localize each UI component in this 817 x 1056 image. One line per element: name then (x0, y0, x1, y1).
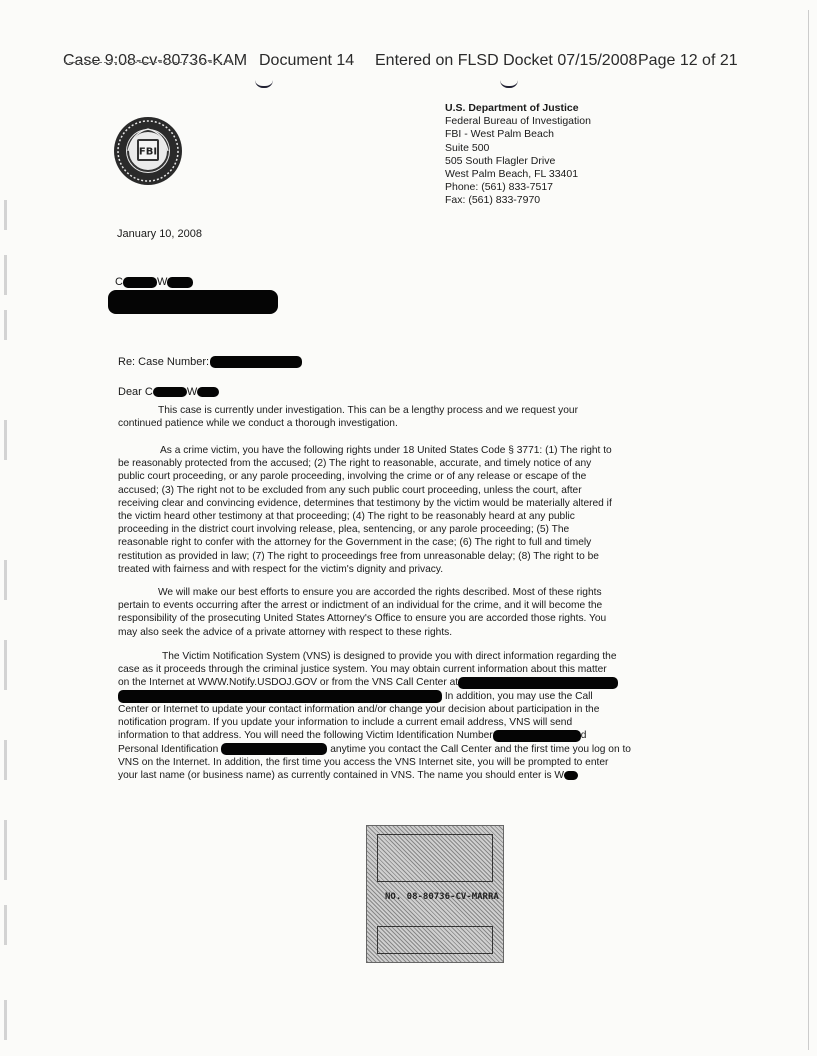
re-label: Re: Case Number: (118, 356, 210, 368)
salutation-initial: W (186, 386, 198, 398)
suite-line: Suite 500 (445, 141, 490, 154)
binding-mark (4, 640, 7, 690)
binding-mark (4, 310, 7, 340)
paragraph-line: case as it proceeds through the criminal justice system. You may obtain current information about this matter (118, 664, 607, 676)
paragraph-line: proceeding in the district court involving release, plea, sentencing, or any parole proceeding; (5) The (118, 524, 570, 536)
recipient-initial-2: W (156, 276, 168, 288)
paragraph-line: notification program. If you update your information to include a current email address, VNS will send (118, 717, 573, 729)
salutation-text: Dear C (118, 386, 153, 398)
redaction-bar (210, 356, 302, 368)
paragraph-line: treated with fairness and with respect for the victim's dignity and privacy. (118, 563, 444, 575)
paragraph-text: In addition, you may use the Call (444, 690, 593, 702)
paragraph-line: responsibility of the prosecuting United States Attorney's Office to ensure you are accorded those rights. You (118, 613, 607, 625)
redaction-bar (118, 690, 442, 703)
binding-mark (4, 560, 7, 600)
paragraph-line: receiving clear and convincing evidence, determines that testimony by the victim would be materially altered if (118, 497, 612, 509)
paragraph-text: information to that address. You will need the following Victim Identification Number (118, 730, 493, 742)
case-number-header: Case 9:08-cv-80736-KAM (63, 52, 248, 69)
recipient-block (115, 276, 193, 288)
vns-website-text: on the Internet at WWW.Notify.USDOJ.GOV or from the VNS Call Center at (118, 677, 459, 689)
bureau-name: Federal Bureau of Investigation (445, 115, 591, 128)
paragraph-line: The Victim Notification System (VNS) is designed to provide you with direct information regarding the (162, 651, 617, 662)
binding-mark (4, 420, 7, 460)
stamp-case-number: NO. 08-80736-CV-MARRA (385, 892, 499, 902)
paragraph-line: accused; (3) The right not to be excluded from any such public court proceeding, unless the court, after (118, 484, 582, 496)
paragraph-line: VNS on the Internet. In addition, the first time you access the VNS Internet site, you will be prompted to enter (118, 756, 609, 768)
paragraph-line (118, 676, 690, 689)
svg-text:FBI: FBI (138, 146, 158, 158)
pen-mark (255, 80, 273, 88)
paragraph-line: restitution as provided in law; (7) The right to proceedings free from unreasonable delay; (8) The right to be (118, 550, 599, 562)
docket-header (63, 52, 783, 74)
paragraph-line: may also seek the advice of a private attorney with respect to these rights. (118, 626, 453, 638)
exhibit-stamp (366, 825, 504, 963)
paragraph-line: be reasonably protected from the accused; (2) The right to reasonable, accurate, and timely notice of any (118, 458, 592, 470)
paragraph-3 (118, 586, 690, 639)
redaction-bar (458, 677, 618, 689)
re-line (118, 356, 302, 368)
paragraph-line (118, 729, 690, 742)
redaction-bar (493, 730, 581, 742)
paragraph-line: Center or Internet to update your contact information and/or change your decision about participation in the (118, 704, 600, 715)
agency-name: U.S. Department of Justice (445, 102, 579, 114)
salutation (118, 386, 219, 398)
paragraph-line: public court proceeding, or any parole proceeding, involving the crime or of any release or escape of the (118, 471, 587, 483)
redaction-bar (167, 277, 193, 288)
fax-line: Fax: (561) 833-7970 (445, 194, 541, 207)
stamp-border (377, 834, 493, 882)
field-office: FBI - West Palm Beach (445, 128, 554, 141)
fbi-seal-icon (112, 115, 184, 187)
redaction-bar (123, 277, 157, 288)
paragraph-text: Personal Identification (118, 743, 219, 755)
paragraph-2 (118, 444, 690, 576)
recipient-initial: C (115, 276, 123, 288)
paragraph-1 (118, 404, 690, 430)
paragraph-line: We will make our best efforts to ensure you are accorded the rights described. Most of these rights (158, 587, 602, 598)
city-line: West Palm Beach, FL 33401 (445, 168, 579, 181)
page-number-header: Page 12 of 21 (638, 52, 738, 69)
redaction-bar (564, 771, 578, 780)
paragraph-text: your last name (or business name) as currently contained in VNS. The name you should enter is W (118, 770, 565, 782)
binding-mark (4, 255, 7, 295)
street-line: 505 South Flagler Drive (445, 154, 556, 167)
pen-mark (500, 80, 518, 88)
paragraph-4 (118, 650, 690, 782)
binding-mark (4, 740, 7, 780)
paragraph-line (118, 769, 690, 782)
binding-mark (4, 905, 7, 945)
paragraph-line: As a crime victim, you have the following rights under 18 United States Code § 3771: (1) The right to (160, 445, 612, 456)
stamp-border (377, 926, 493, 954)
paragraph-line (118, 690, 690, 703)
redaction-bar (153, 387, 187, 397)
redaction-bar (197, 387, 219, 397)
letter-date: January 10, 2008 (117, 228, 203, 240)
redaction-bar (221, 743, 327, 755)
binding-mark (4, 200, 7, 230)
right-edge-line (808, 10, 809, 1050)
paragraph-line: This case is currently under investigation. This can be a lengthy process and we request your (158, 405, 578, 416)
paragraph-text: anytime you contact the Call Center and the first time you log on to (330, 743, 631, 755)
phone-line: Phone: (561) 833-7517 (445, 181, 553, 194)
case-underline (64, 62, 232, 63)
paragraph-text: d (580, 730, 587, 742)
docket-entry-header: Entered on FLSD Docket 07/15/2008 (375, 52, 638, 69)
binding-mark (4, 1000, 7, 1040)
paragraph-line: the victim heard other testimony at that proceeding; (4) The right to be reasonably heard at any public (118, 511, 575, 523)
paragraph-line (118, 743, 690, 756)
paragraph-line: reasonable right to confer with the attorney for the Government in the case; (6) The right to full and timely (118, 537, 592, 549)
document-number-header: Document 14 (259, 52, 355, 69)
paragraph-line: pertain to events occurring after the arrest or indictment of an individual for the crime, and it will become the (118, 600, 603, 612)
binding-mark (4, 820, 7, 880)
redaction-bar (108, 290, 278, 314)
paragraph-line: continued patience while we conduct a thorough investigation. (118, 418, 398, 430)
letterhead-address (445, 102, 591, 208)
